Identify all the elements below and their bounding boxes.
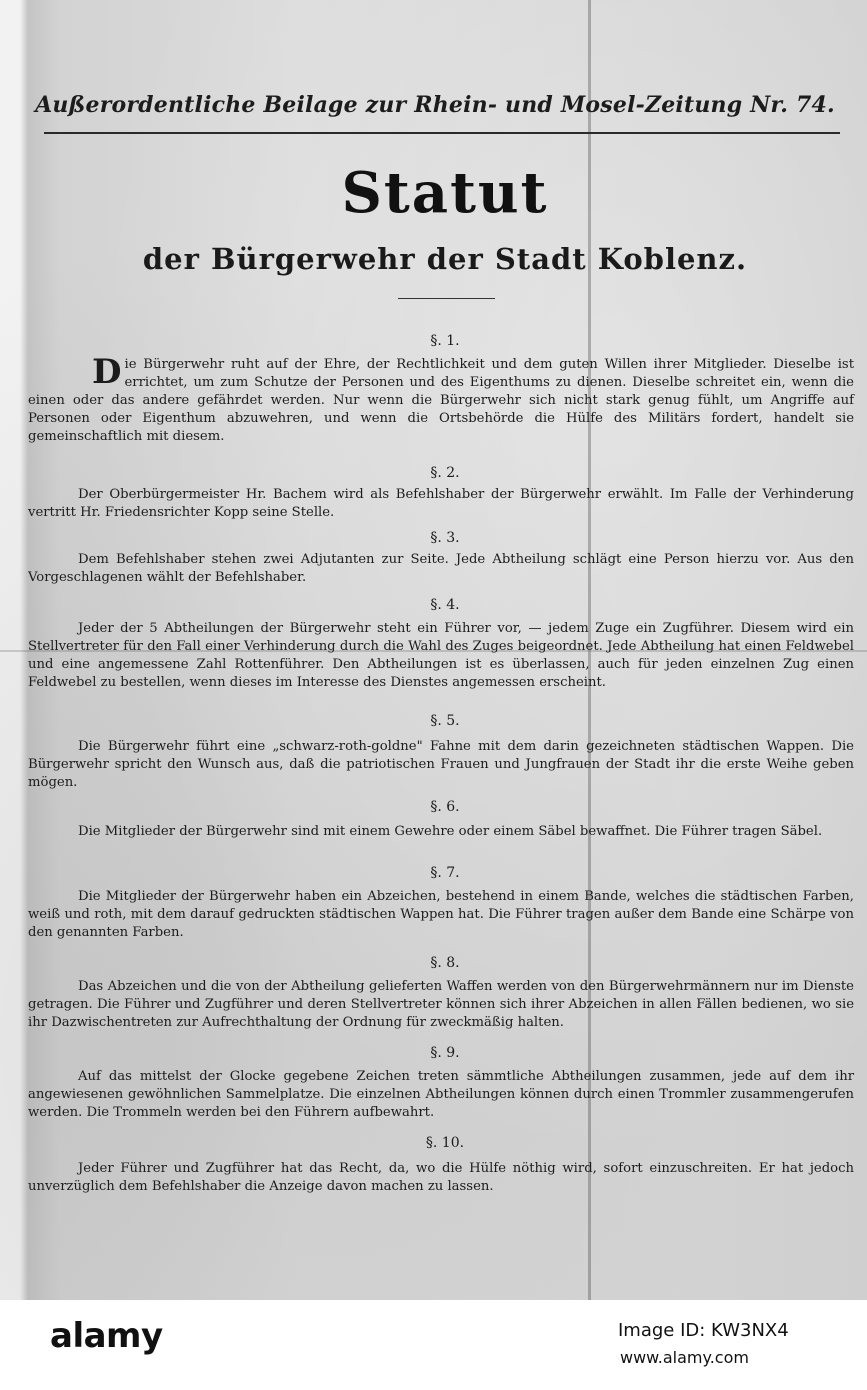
document-subtitle: der Bürgerwehr der Stadt Koblenz. [142,242,748,276]
paragraph-text [28,352,854,446]
paragraph-number: §. 3. [430,530,460,546]
title-divider [398,298,495,299]
paragraph-number: §. 8. [430,955,460,971]
document-title: Statut [341,160,549,226]
header-rule [44,132,840,134]
paragraph-text: Auf das mittelst der Glocke gegebene Zeichen treten sämmtliche Abtheilungen zusammen, jede auf dem ihr angewiesenen gewöhnlichen Sammelplatze. Die einzelnen Abtheilungen können durch einen Trommler zusammengerufen werden. Die Trommeln werden bei den Führern aufbewahrt. [28,1069,854,1120]
paragraph-number: §. 10. [425,1135,465,1151]
site-url: www.alamy.com [620,1348,749,1367]
paragraph-text: Das Abzeichen und die von der Abtheilung gelieferten Waffen werden von den Bürgerwehrmännern nur im Dienste getragen. Die Führer und Zugführer und deren Stellvertreter können sich ihrer Abzeichen in allen Fällen bedienen, wo sie ihr Dazwischentreten zur Aufrechthaltung der Ordnung für zweckmäßig halten. [28,979,854,1030]
alamy-logo: alamy [50,1316,163,1356]
paragraph-number: §. 6. [430,799,460,815]
paragraph-text: Die Bürgerwehr führt eine „schwarz-roth-goldne" Fahne mit dem darin gezeichneten städtischen Wappen. Die Bürgerwehr spricht den Wunsch aus, daß die patriotischen Frauen und Jungfrauen der Stadt ihr die erste Weihe geben mögen. [28,739,854,790]
supplement-header: Außerordentliche Beilage zur Rhein- und Mosel-Zeitung Nr. 74. [35,92,835,118]
paragraph-text: Die Mitglieder der Bürgerwehr sind mit einem Gewehre oder einem Säbel bewaffnet. Die Führer tragen Säbel. [78,824,823,839]
paragraph-number: §. 1. [430,333,460,349]
paragraph-number: §. 5. [430,713,460,729]
paragraph-text: Die Mitglieder der Bürgerwehr haben ein Abzeichen, bestehend in einem Bande, welches die städtischen Farben, weiß und roth, mit dem darauf gedruckten städtischen Wappen hat. Die Führer tragen außer dem Bande eine Schärpe von den genannten Farben. [28,889,854,940]
paragraph-number: §. 7. [430,865,460,881]
paragraph-text: Jeder der 5 Abtheilungen der Bürgerwehr steht ein Führer vor, — jedem Zuge ein Zugführer. Diesem wird ein Stellvertreter für den Fall einer Verhinderung durch die Wahl des Zuges beigeordnet. Jede Abtheilung hat einen Feldwebel und eine angemessene Zahl Rottenführer. Den Abtheilungen ist es überlassen, auch für jeden einzelnen Zug einen Feldwebel zu bestellen, wenn dieses im Interesse des Dienstes angemessen erscheint. [28,621,854,690]
paragraph-text: Jeder Führer und Zugführer hat das Recht, da, wo die Hülfe nöthig wird, sofort einzuschreiten. Er hat jedoch unverzüglich dem Befehlshaber die Anzeige davon machen zu lassen. [28,1161,854,1194]
paragraph-number: §. 9. [430,1045,460,1061]
paragraph-number: §. 4. [430,597,460,613]
paragraph-number: §. 2. [430,465,460,481]
paragraph-text: Dem Befehlshaber stehen zwei Adjutanten zur Seite. Jede Abtheilung schlägt eine Person hierzu vor. Aus den Vorgeschlagenen wählt der Befehlshaber. [28,552,854,585]
drop-cap: D [92,352,122,392]
paragraph-body: ie Bürgerwehr ruht auf der Ehre, der Rechtlichkeit und dem guten Willen ihrer Mitglieder. Dieselbe ist errichtet, um zum Schutze der Personen und des Eigenthums zu dienen. Dieselbe schreitet ein, wenn die einen oder das andere gefährdet werden. Nur wenn die Bürgerwehr sich nicht stark genug fühlt, um Angriffe auf Personen oder Eigenthum abzuwehren, und wenn die Ortsbehörde die Hülfe des Militärs fordert, handelt sie gemeinschaftlich mit diesem. [28,357,854,444]
image-id-label: Image ID: KW3NX4 [618,1320,789,1341]
paragraph-text: Der Oberbürgermeister Hr. Bachem wird als Befehlshaber der Bürgerwehr erwählt. Im Falle der Verhinderung vertritt Hr. Friedensrichter Kopp seine Stelle. [28,487,854,520]
